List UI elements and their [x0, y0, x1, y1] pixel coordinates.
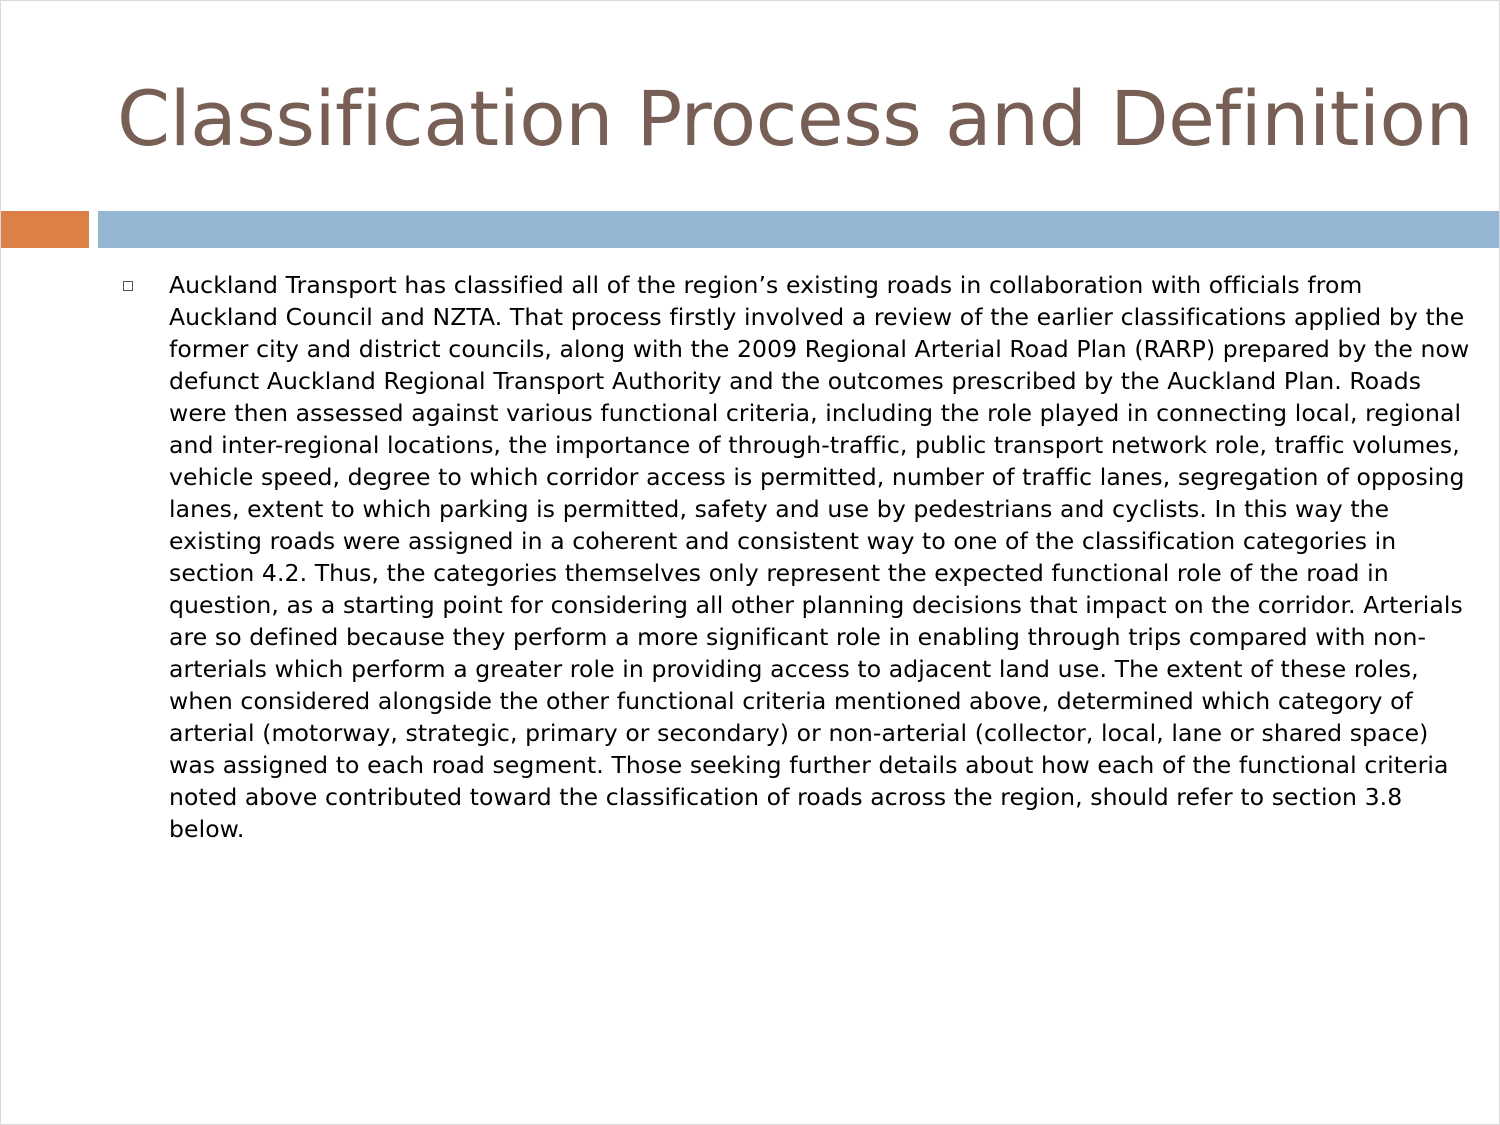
accent-bar-orange [1, 211, 89, 248]
accent-bar-blue [98, 211, 1500, 248]
content-area [119, 269, 1479, 845]
slide-title: Classification Process and Definition [117, 74, 1474, 163]
square-bullet-icon [123, 281, 133, 291]
bullet-text: Auckland Transport has classified all of the region’s existing roads in collaboration with officials from Auckland Council and NZTA. That process firstly involved a review of the earlier classifications applied by the former city and district councils, along with the 2009 Regional Arterial Road Plan (RARP) prepared by the now defunct Auckland Regional Transport Authority and the outcomes prescribed by the Auckland Plan. Roads were then assessed against various functional criteria, including the role played in connecting local, regional and inter-regional locations, the importance of through-traffic, public transport network role, traffic volumes, vehicle speed, degree to which corridor access is permitted, number of traffic lanes, segregation of opposing lanes, extent to which parking is permitted, safety and use by pedestrians and cyclists. In this way the existing roads were assigned in a coherent and consistent way to one of the classification categories in section 4.2. Thus, the categories themselves only represent the expected functional role of the road in question, as a starting point for considering all other planning decisions that impact on the corridor. Arterials are so defined because they perform a more significant role in enabling through trips compared with non-arterials which perform a greater role in providing access to adjacent land use. The extent of these roles, when considered alongside the other functional criteria mentioned above, determined which category of arterial (motorway, strategic, primary or secondary) or non-arterial (collector, local, lane or shared space) was assigned to each road segment. Those seeking further details about how each of the functional criteria noted above contributed toward the classification of roads across the region, should refer to section 3.8 below. [169, 271, 1470, 843]
bullet-item [119, 269, 1479, 845]
